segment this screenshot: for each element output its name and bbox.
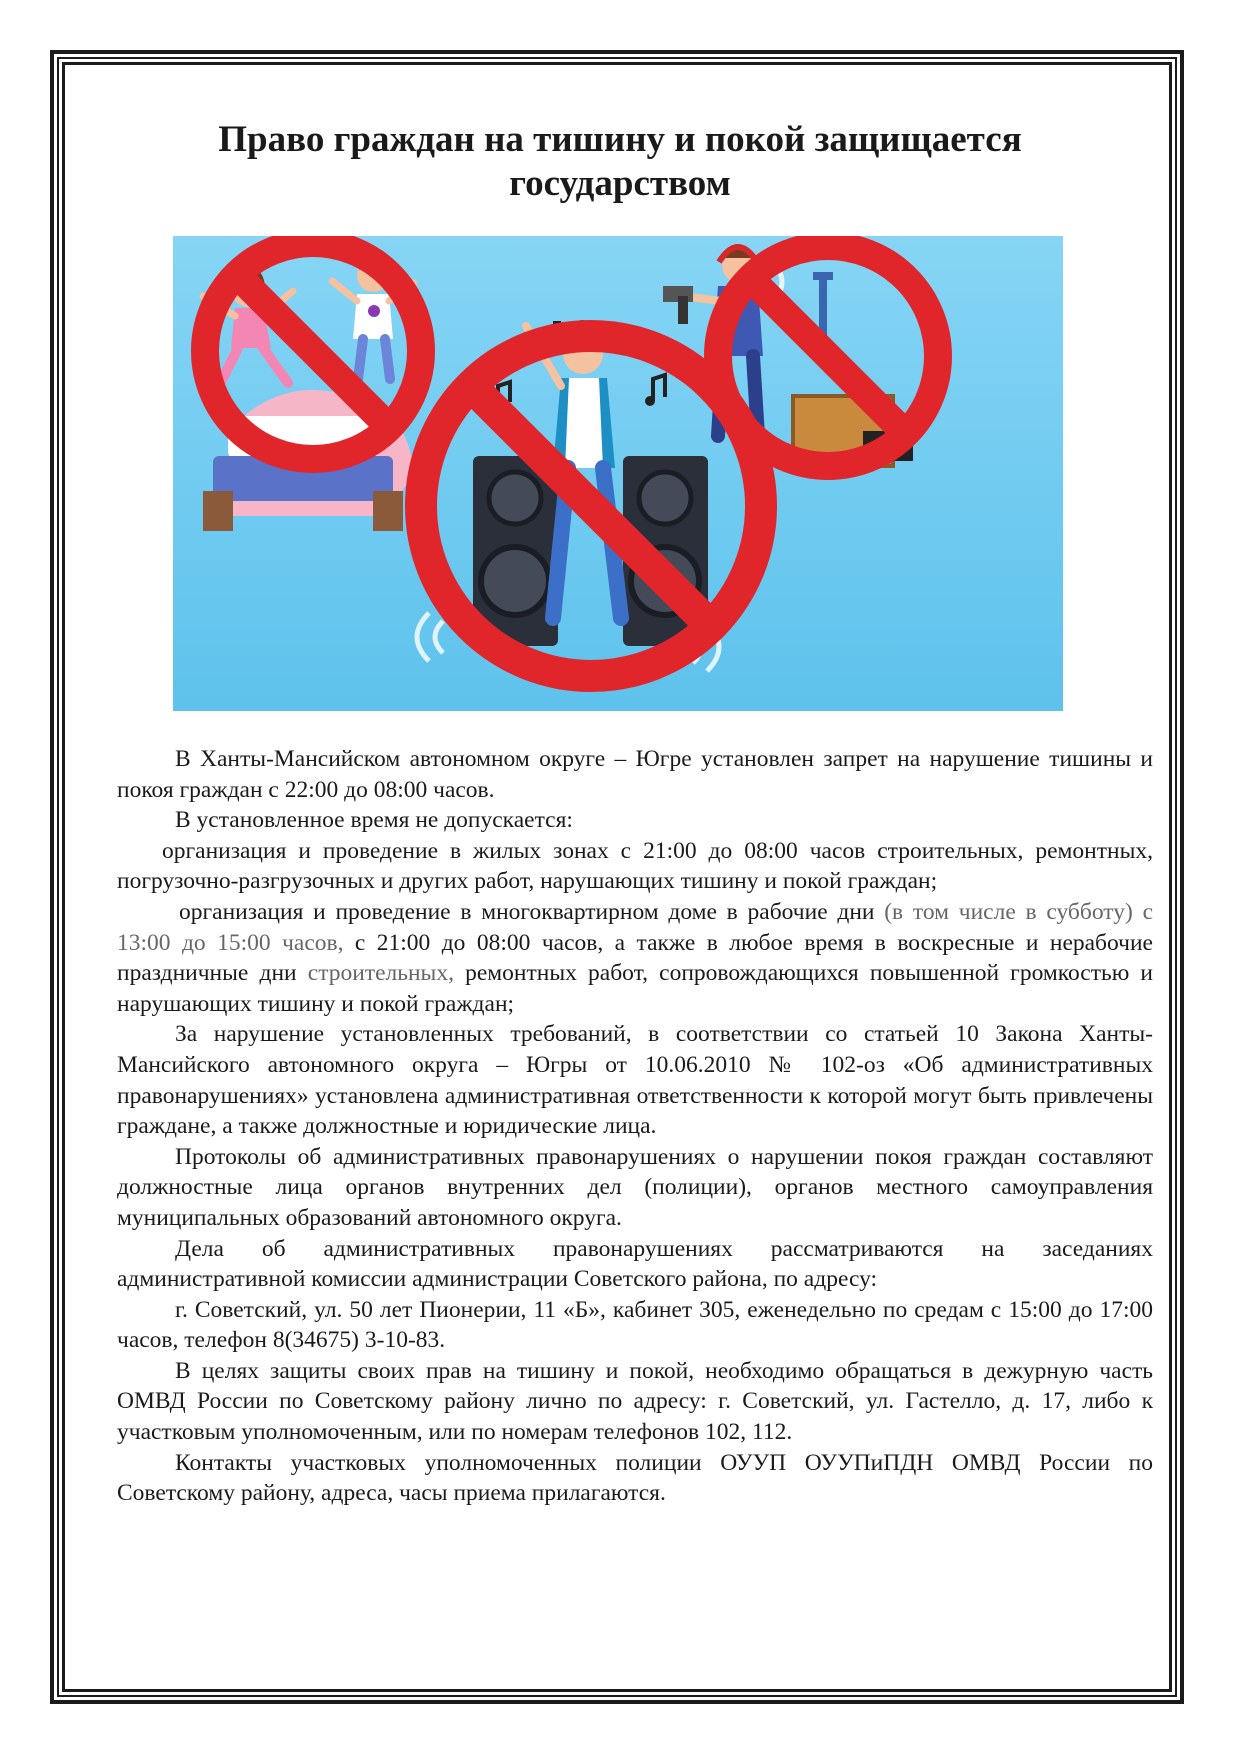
apartment-works-part3: с 21:00 до 08:00 часов, а также в любое время в воскресные и нерабочие праздничные дни (117, 929, 1153, 987)
paragraph-curfew: В Ханты-Мансийском автономном округе – Югре установлен запрет на нарушение тишины и покоя граждан с 22:00 до 08:00 часов. (117, 746, 1153, 803)
paragraph-attachments: Контакты участковых уполномоченных полиции ОУУП ОУУПиПДН ОМВД России по Советскому району, адреса, часы приема прилагаются. (117, 1449, 1153, 1507)
apartment-works-part5: ремонтных работ, сопровождающихся повышенной громкостью и нарушающих тишину и покой граждан; (117, 960, 1154, 1017)
page-title (120, 118, 1120, 206)
paragraph-commission: Дела об административных правонарушениях рассматриваются на заседаниях административной комиссии администрации Советского района, по адресу: (117, 1235, 1153, 1293)
title-line-2: государством (509, 163, 731, 204)
apartment-works-part4: строительных, (307, 960, 454, 987)
paragraph-residential-works: организация и проведение в жилых зонах с 21:00 до 08:00 часов строительных, ремонтных, погрузочно-разгрузочных и других работ, нарушающих тишину и покой граждан; (117, 837, 1153, 895)
document-body (117, 744, 1153, 1509)
paragraph-address: г. Советский, ул. 50 лет Пионерии, 11 «Б», кабинет 305, еженедельно по средам с 15:00 до 17:00 часов, телефон 8(34675) 3-10-83. (117, 1296, 1153, 1354)
paragraph-liability: За нарушение установленных требований, в соответствии со статьей 10 Закона Ханты-Мансийского автономного округа – Югры от 10.06.2010 № 102-оз «Об административных правонарушениях» установлена административная ответственности к которой могут быть привлечены граждане, а также должностные и юридические лица. (117, 1021, 1153, 1140)
apartment-works-part2: (в том числе в субботу) с 13:00 до 15:00 часов, (117, 898, 1153, 956)
title-line-1: Право граждан на тишину и покой защищается (218, 119, 1022, 160)
apartment-works-part1: организация и проведение в многоквартирном доме в рабочие дни (179, 898, 885, 925)
paragraph-protocols: Протоколы об административных правонарушениях о нарушении покоя граждан составляют должностные лица органов внутренних дел (полиции), органов местного самоуправления муниципальных образований автономного округа. (117, 1143, 1153, 1231)
paragraph-police-contacts: В целях защиты своих прав на тишину и покой, необходимо обращаться в дежурную часть ОМВД России по Советскому району лично по адресу: г. Советский, ул. Гастелло, д. 17, либо к участковым уполномоченным, или по номерам телефонов 102, 112. (117, 1357, 1153, 1446)
no-noise-illustration (173, 236, 1063, 711)
paragraph-not-allowed: В установленное время не допускается: (175, 807, 573, 834)
paragraph-apartment-works (117, 897, 1153, 1019)
